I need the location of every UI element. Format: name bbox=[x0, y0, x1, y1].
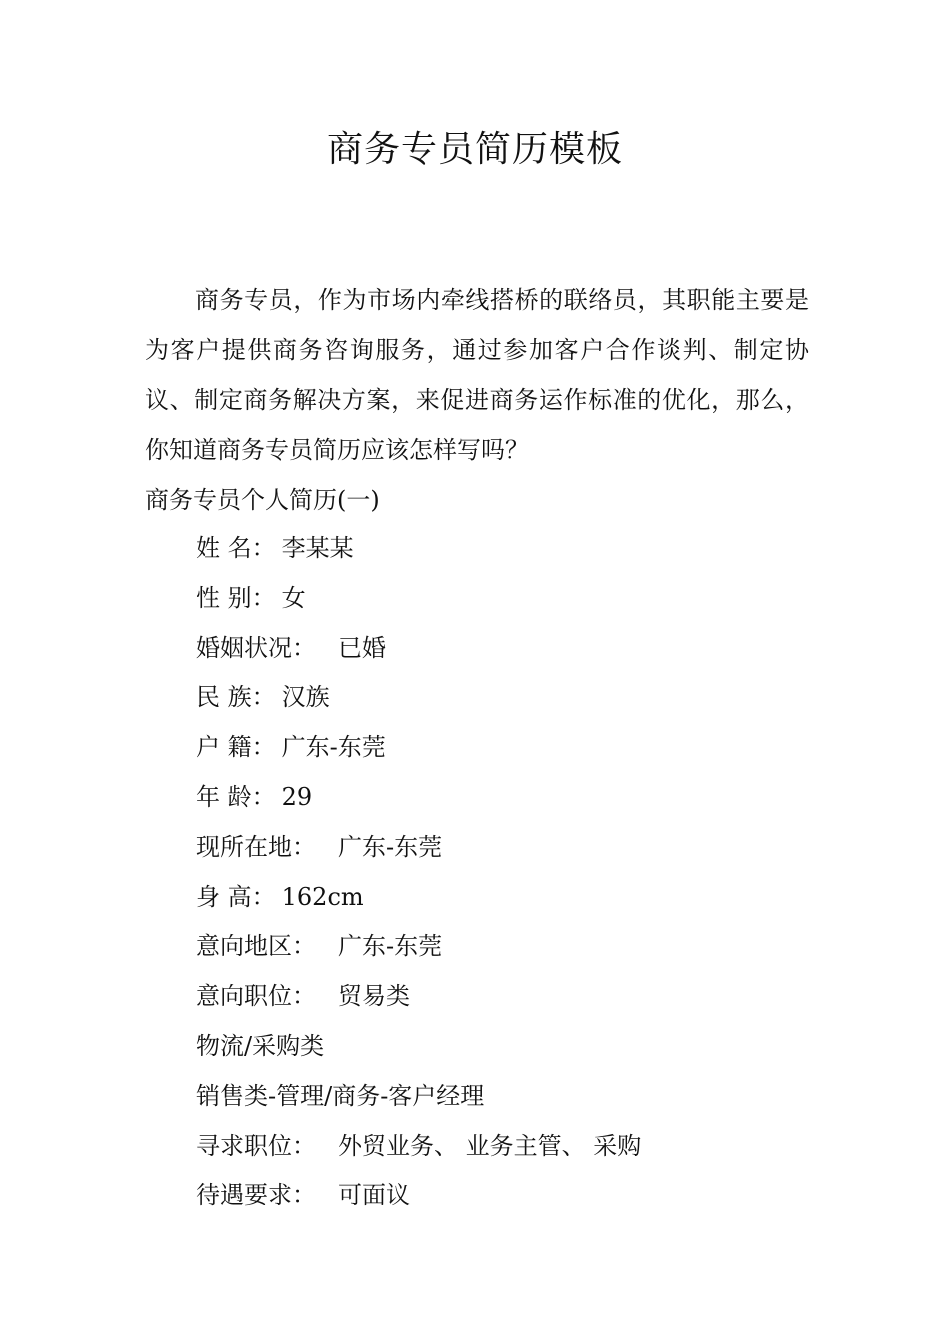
info-label: 意向职位： bbox=[196, 982, 316, 1011]
info-label: 婚姻状况： bbox=[196, 633, 316, 662]
info-label: 性 别： bbox=[196, 583, 276, 612]
info-label: 年 龄： bbox=[196, 782, 276, 811]
info-row-salary-expectation bbox=[196, 1171, 641, 1221]
info-row-height bbox=[196, 873, 641, 923]
section-heading: 商务专员个人简历(一) bbox=[145, 486, 380, 514]
document-title: 商务专员简历模板 bbox=[326, 129, 623, 170]
info-value: 可面议 bbox=[338, 1181, 410, 1210]
info-row-household-registration bbox=[196, 723, 641, 773]
info-value: 汉族 bbox=[281, 683, 330, 712]
info-value: 29 bbox=[281, 782, 313, 811]
info-label: 户 籍： bbox=[196, 733, 276, 762]
info-row-marital-status bbox=[196, 624, 641, 674]
info-row-gender bbox=[196, 574, 641, 624]
info-value: 贸易类 bbox=[338, 982, 410, 1011]
info-value: 广东-东莞 bbox=[338, 832, 443, 861]
info-row-preferred-region bbox=[196, 922, 641, 972]
info-value: 物流/采购类 bbox=[196, 1031, 325, 1060]
info-value: 外贸业务、 业务主管、 采购 bbox=[338, 1131, 642, 1160]
info-value: 广东-东莞 bbox=[281, 733, 386, 762]
info-value: 162cm bbox=[281, 882, 364, 911]
info-row-position-continued-2 bbox=[196, 1072, 641, 1122]
info-label: 身 高： bbox=[196, 882, 276, 911]
info-value: 销售类-管理/商务-客户经理 bbox=[196, 1081, 485, 1110]
info-row-current-location bbox=[196, 823, 641, 873]
info-label: 现所在地： bbox=[196, 832, 316, 861]
info-row-position-continued-1 bbox=[196, 1022, 641, 1072]
info-value: 广东-东莞 bbox=[338, 932, 443, 961]
info-label: 待遇要求： bbox=[196, 1181, 316, 1210]
info-label: 寻求职位： bbox=[196, 1131, 316, 1160]
info-label: 意向地区： bbox=[196, 932, 316, 961]
info-row-name bbox=[196, 524, 641, 574]
info-row-age bbox=[196, 773, 641, 823]
info-row-preferred-position bbox=[196, 972, 641, 1022]
info-label: 姓 名： bbox=[196, 534, 276, 562]
info-row-ethnicity bbox=[196, 673, 641, 723]
intro-paragraph: 商务专员，作为市场内牵线搭桥的联络员，其职能主要是为客户提供商务咨询服务，通过参加客户合作谈判、制定协议、制定商务解决方案，来促进商务运作标准的优化，那么，你知道商务专员简历应该怎样写吗？ bbox=[145, 286, 809, 464]
info-value: 女 bbox=[281, 583, 306, 612]
info-row-job-sought bbox=[196, 1122, 641, 1172]
info-value: 已婚 bbox=[338, 633, 386, 662]
personal-info-list bbox=[196, 524, 641, 1221]
info-value: 李某某 bbox=[281, 534, 354, 562]
info-label: 民 族： bbox=[196, 683, 276, 712]
